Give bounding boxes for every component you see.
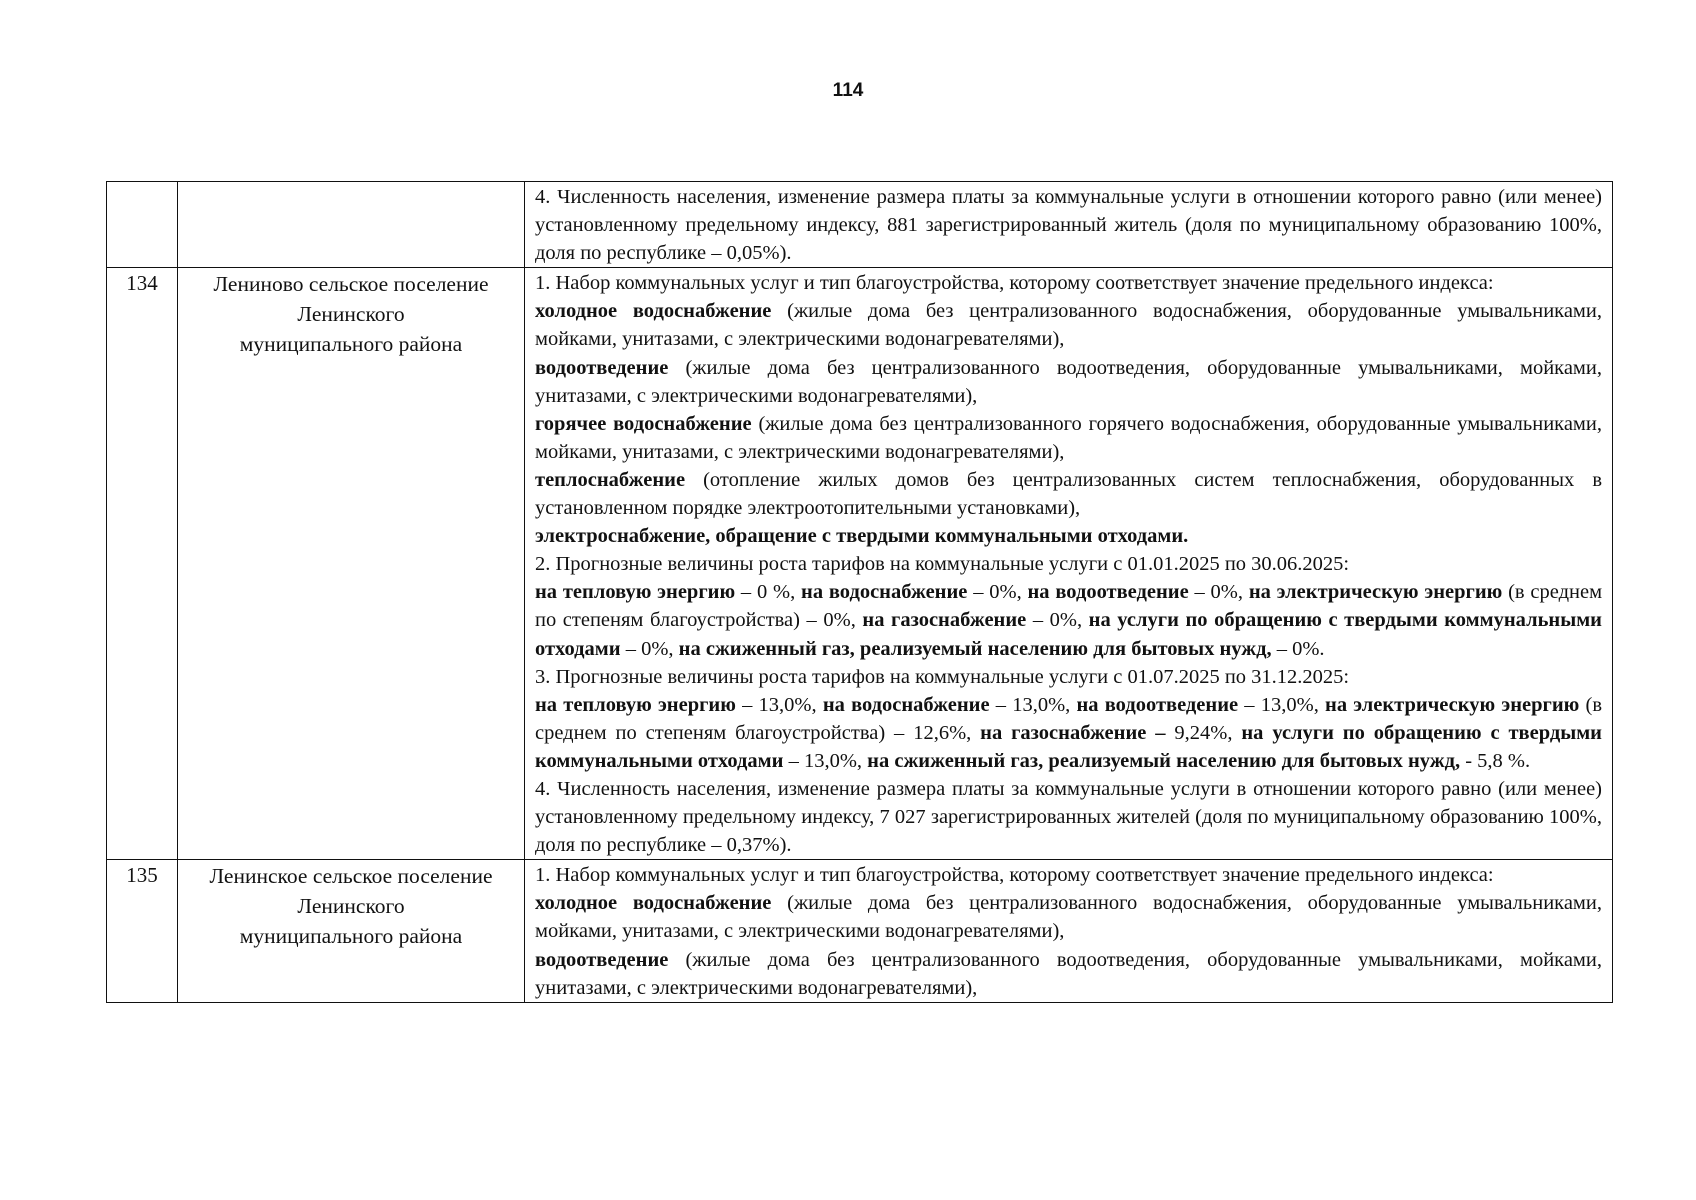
row-number <box>107 182 178 268</box>
service-detail: (отопление жилых домов без централизованных систем теплоснабжения, оборудованных в установленном порядке электроотопительными установками), <box>535 468 1602 520</box>
population-paragraph: 4. Численность населения, изменение размера платы за коммунальные услуги в отношении которого равно (или менее) установленному предельному индексу, 7 027 зарегистрированных жителей (доля по муниципальному образованию 100%, доля по республике – 0,37%). <box>535 777 1602 857</box>
service-detail: (жилые дома без централизованного водоснабжения, оборудованные умывальниками, мойками, унитазами, с электрическими водонагревателями), <box>535 892 1602 943</box>
service-detail: (жилые дома без централизованного водоотведения, оборудованные умывальниками, мойками, унитазами, с электрическими водонагревателями), <box>535 356 1602 407</box>
service-electricity-waste <box>535 522 1602 550</box>
tariff-value: – 0 %, <box>735 581 802 604</box>
tariff-value: – 0%. <box>1271 637 1325 660</box>
tariff-value: – 13,0%, <box>989 693 1077 716</box>
tariff-label: на сжиженный газ, реализуемый населению для бытовых нужд, <box>678 637 1272 660</box>
forecast-h2-values <box>535 691 1602 775</box>
settlement-name <box>178 268 525 860</box>
service-hot-water <box>535 410 1602 466</box>
table-row <box>107 268 1613 860</box>
service-label: водоотведение <box>535 356 669 379</box>
description-cell <box>525 860 1613 1002</box>
tariff-label: на газоснабжение <box>862 609 1027 632</box>
tariff-label: на водоснабжение <box>801 581 968 604</box>
tariff-value: (в среднем по степеням благоустройства) – 0%, <box>535 581 1603 632</box>
tariff-label: на сжиженный газ, реализуемый населению для бытовых нужд, <box>867 749 1461 772</box>
forecast-h1-values <box>535 578 1602 662</box>
tariff-label: на водоснабжение <box>822 693 990 716</box>
services-intro: 1. Набор коммунальных услуг и тип благоустройства, которому соответствует значение предельного индекса: <box>535 864 1494 887</box>
forecast-h2-intro: 3. Прогнозные величины роста тарифов на коммунальные услуги с 01.07.2025 по 31.12.2025: <box>535 665 1350 688</box>
service-cold-water <box>535 297 1602 353</box>
service-detail: (жилые дома без централизованного водоотведения, оборудованные умывальниками, мойками, унитазами, с электрическими водонагревателями), <box>535 948 1602 999</box>
tariff-label: на тепловую энергию <box>535 581 736 604</box>
service-label: холодное водоснабжение <box>535 892 772 915</box>
tariff-value: – 13,0%, <box>783 749 868 772</box>
page-number: 114 <box>832 80 864 101</box>
service-detail: (жилые дома без централизованного водоснабжения, оборудованные умывальниками, мойками, унитазами, с электрическими водонагревателями), <box>535 300 1602 351</box>
description-cell <box>525 268 1613 860</box>
settlement-name-line: Ленинского <box>297 894 405 919</box>
service-label: холодное водоснабжение <box>535 300 772 323</box>
population-paragraph: 4. Численность населения, изменение размера платы за коммунальные услуги в отношении которого равно (или менее) установленному предельному индексу, 881 зарегистрированный житель (доля по муниципальному образованию 100%, доля по республике – 0,05%). <box>535 186 1602 265</box>
tariff-label: на газоснабжение – <box>980 721 1166 744</box>
service-label: горячее водоснабжение <box>535 412 752 435</box>
tariff-value: – 0%, <box>1188 581 1249 604</box>
table-row <box>107 860 1613 1002</box>
tariff-value: - 5,8 %. <box>1460 749 1531 772</box>
settlement-name <box>178 182 525 268</box>
tariff-value: – 13,0%, <box>1238 693 1326 716</box>
tariff-label: на электрическую энергию <box>1248 581 1503 604</box>
tariff-value: – 0%, <box>1026 609 1089 632</box>
service-label: теплоснабжение <box>535 468 686 491</box>
tariff-value: (в среднем по степеням благоустройства) – 12,6%, <box>535 693 1602 744</box>
forecast-h1-intro: 2. Прогнозные величины роста тарифов на коммунальные услуги с 01.01.2025 по 30.06.2025: <box>535 553 1350 576</box>
description-cell <box>525 182 1613 268</box>
tariff-value: 9,24%, <box>1165 721 1242 744</box>
service-label: водоотведение <box>535 948 669 971</box>
tariff-label: на электрическую энергию <box>1325 693 1580 716</box>
settlement-name-line: Ленинского <box>297 302 405 327</box>
settlement-name-line: Ленинское сельское поселение <box>209 864 493 889</box>
tariff-label: на водоотведение <box>1027 581 1189 604</box>
settlement-name <box>178 860 525 1002</box>
tariff-label: на тепловую энергию <box>535 693 736 716</box>
tariff-value: – 13,0%, <box>735 693 823 716</box>
tariff-label: на услуги по обращению с твердыми коммунальными отходами <box>535 609 1602 660</box>
service-cold-water <box>535 889 1602 945</box>
row-number: 134 <box>107 268 178 860</box>
service-heating <box>535 466 1602 522</box>
table-row <box>107 182 1613 268</box>
tariff-value: – 0%, <box>620 637 679 660</box>
service-label: электроснабжение, обращение с твердыми коммунальными отходами. <box>535 525 1189 548</box>
service-detail: (жилые дома без централизованного горячего водоснабжения, оборудованные умывальниками, мойками, унитазами, с электрическими водонагревателями), <box>535 412 1603 463</box>
service-drainage <box>535 946 1602 1002</box>
tariff-table <box>106 181 1613 1003</box>
settlement-name-line: муниципального района <box>239 924 463 949</box>
service-drainage <box>535 354 1602 410</box>
tariff-label: на услуги по обращению с твердыми коммунальными отходами <box>535 721 1602 772</box>
services-intro: 1. Набор коммунальных услуг и тип благоустройства, которому соответствует значение предельного индекса: <box>535 272 1494 295</box>
row-number: 135 <box>107 860 178 1002</box>
tariff-value: – 0%, <box>967 581 1028 604</box>
settlement-name-line: муниципального района <box>239 332 463 357</box>
tariff-label: на водоотведение <box>1076 693 1239 716</box>
settlement-name-line: Лениново сельское поселение <box>213 272 489 297</box>
